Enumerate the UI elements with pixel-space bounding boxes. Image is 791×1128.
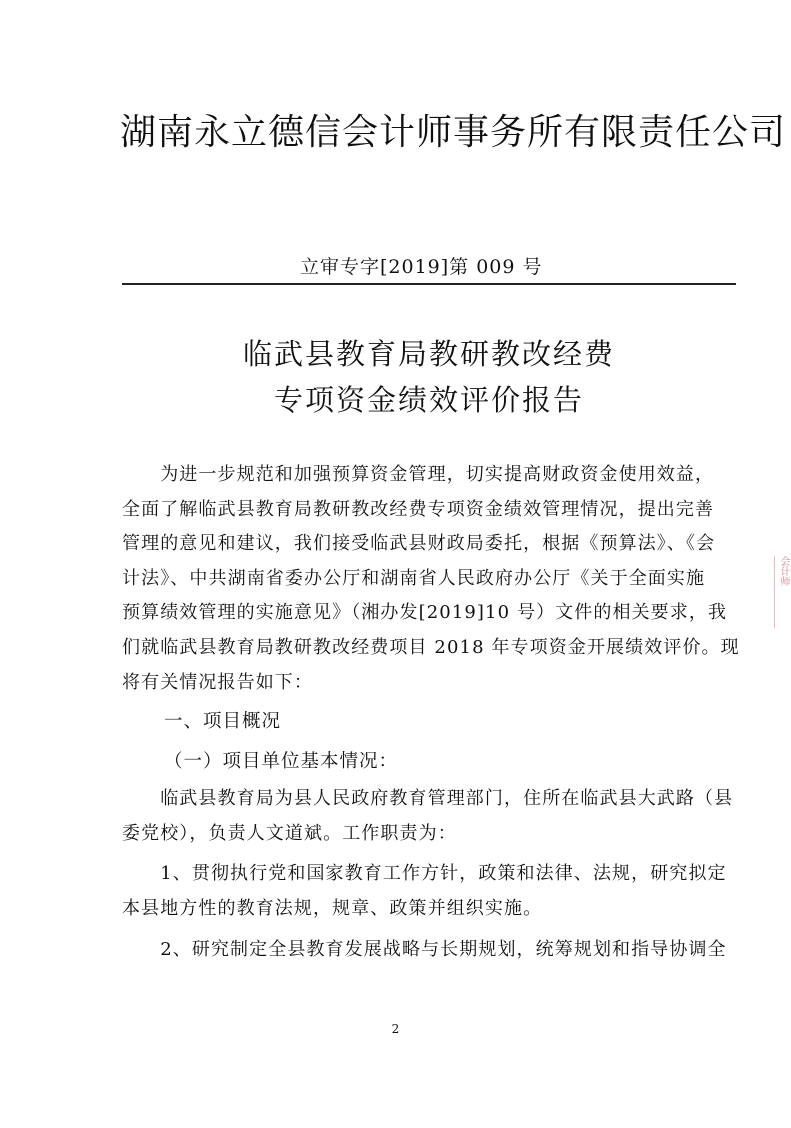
- subsection-heading: （一）项目单位基本情况：: [164, 751, 399, 773]
- text-line: 临武县教育局为县人民政府教育管理部门，住所在临武县大武路（县: [122, 788, 734, 810]
- duty-item-2: [122, 933, 726, 968]
- text-line: 为进一步规范和加强预算资金管理，切实提高财政资金使用效益，: [122, 464, 715, 485]
- text-line: 计法》、中共湖南省委办公厅和湖南省人民政府办公厅《关于全面实施: [122, 567, 706, 589]
- company-name: 湖南永立德信会计师事务所有限责任公司: [120, 112, 787, 153]
- report-body: [122, 458, 740, 967]
- page-number: 2: [391, 1022, 400, 1036]
- duty-item-1: [122, 857, 726, 926]
- text-line: 管理的意见和建议，我们接受临武县财政局委托，根据《预算法》、《会: [122, 533, 716, 555]
- intro-paragraph: [122, 458, 740, 700]
- section-heading: 一、项目概况: [164, 711, 282, 733]
- seal-stamp-edge: 会计师: [774, 556, 791, 628]
- text-line: 委党校），负责人文道斌。工作职责为：: [122, 822, 457, 844]
- text-line: 本县地方性的教育法规，规章、政策并组织实施。: [122, 897, 543, 919]
- report-title-line-1: 临武县教育局教研教改经费: [242, 337, 615, 371]
- text-line: 1、贯彻执行党和国家教育工作方针，政策和法律、法规，研究拟定: [122, 863, 727, 885]
- header-divider: [122, 283, 736, 285]
- document-number: 立审专字[2019]第 009 号: [300, 256, 543, 278]
- unit-info-paragraph: [122, 782, 734, 851]
- text-line: 全面了解临武县教育局教研教改经费专项资金绩效管理情况，提出完善: [122, 498, 715, 520]
- text-line: 将有关情况报告如下：: [122, 671, 313, 693]
- report-title-line-2: 专项资金绩效评价报告: [273, 383, 584, 417]
- text-line: 预算绩效管理的实施意见》（湘办发[2019]10 号）文件的相关要求，我: [122, 602, 728, 624]
- text-line: 们就临武县教育局教研教改经费项目 2018 年专项资金开展绩效评价。现: [122, 636, 740, 658]
- text-line: 2、研究制定全县教育发展战略与长期规划，统筹规划和指导协调全: [122, 938, 727, 960]
